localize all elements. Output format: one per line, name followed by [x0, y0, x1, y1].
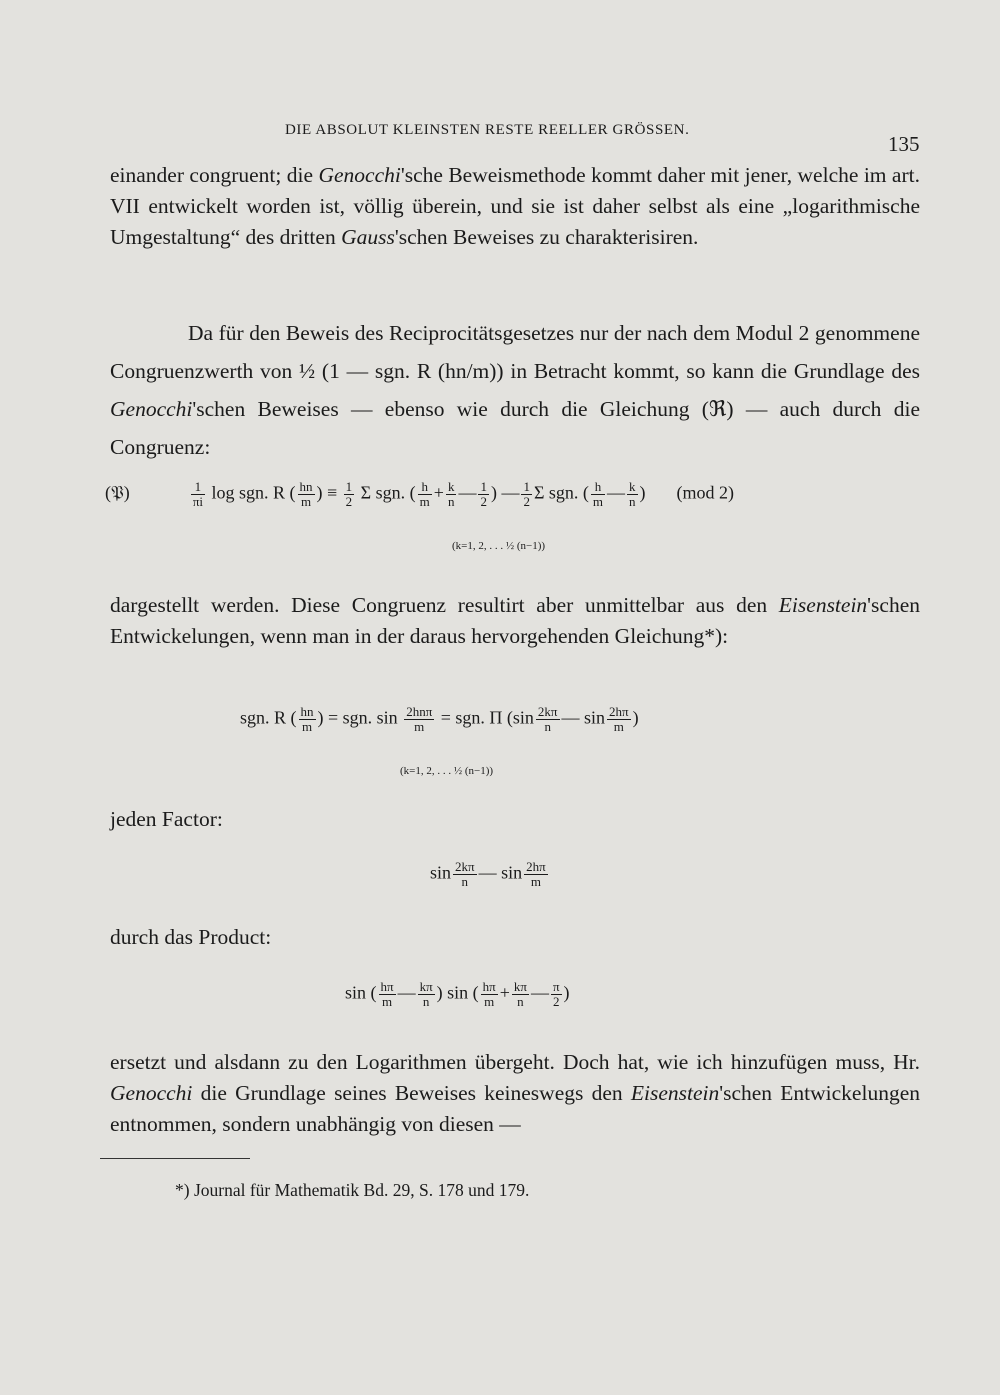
footnote-divider [100, 1158, 250, 1159]
paragraph-3: dargestellt werden. Diese Congruenz resultirt aber unmittelbar aus den Eisenstein'schen Entwickelungen, wenn man in der daraus hervorgehenden Gleichung*): [110, 593, 920, 648]
product-range: (k=1, 2, . . . ½ (n−1)) [400, 765, 494, 777]
factor-expression: sin $\frac{2k\pi}{n}$ — sin $\frac{2h\pi}{m}$ [430, 859, 546, 889]
paragraph-5: durch das Product: [110, 925, 272, 949]
footnote: *) Journal für Mathematik Bd. 29, S. 178 und 179. [175, 1180, 530, 1200]
paragraph-4: jeden Factor: [110, 807, 223, 831]
paragraph-6: ersetzt und alsdann zu den Logarithmen übergeht. Doch hat, wie ich hinzufügen muss, Hr. Genocchi die Grundlage seines Beweises keineswegs den Eisenstein'schen Entwickelungen entnommen, sondern unabhängig von diesen — [110, 1050, 920, 1136]
paragraph-1: einander congruent; die Genocchi'sche Beweismethode kommt daher mit jener, welche im art. VII entwickelt worden ist, völlig überein, und sie ist daher selbst als eine „logarithmische Umgestaltung“ des dritten Gauss'schen Beweises zu charakterisiren. [110, 163, 920, 249]
running-head: DIE ABSOLUT KLEINSTEN RESTE REELLER GRÖSSEN. [285, 122, 690, 138]
product-expression: sin ( $\frac{h\pi}{m}$ — $\frac{k\pi}{n}$ ) sin ( $\frac{h\pi}{m}$ + $\frac{k\pi}{n}$ — $\frac{\pi}{2}$ ) [345, 979, 570, 1009]
sgn-product-equation: sgn. R ( $\frac{hn}{m}$ ) = sgn. sin $\frac{\text{2hnπ}}{m}$ = sgn. Π (sin $\frac{2k\pi}{n}$ — sin $\frac{2h\pi}{m}$ ) [240, 704, 639, 734]
page-number: 135 [888, 132, 920, 156]
congruence-equation: (𝔓) $\frac{1}{\pi i}$ log sgn. R ( $\frac{hn}{m}$ ) ≡ $\frac{1}{2}$ Σ sgn. ( $\frac{h}{m}$ + $\frac{k}{n}$ — $\frac{1}{2}$ ) — $\frac{1}{2}$ Σ sgn. ( $\frac{h}{m}$ — $\frac{k}{n}$ ) (mod 2) [105, 479, 735, 509]
paragraph-2: Da für den Beweis des Reciprocitätsgesetzes nur der nach dem Modul 2 genommene Congruenzwerth von ½ (1 — sgn. R (hn/m)) in Betracht kommt, so kann die Grundlage des Genocchi'schen Beweises — ebenso wie durch die Gleichung (ℜ) — auch durch die Congruenz: [110, 321, 921, 459]
congruence-range: (k=1, 2, . . . ½ (n−1)) [452, 540, 546, 552]
